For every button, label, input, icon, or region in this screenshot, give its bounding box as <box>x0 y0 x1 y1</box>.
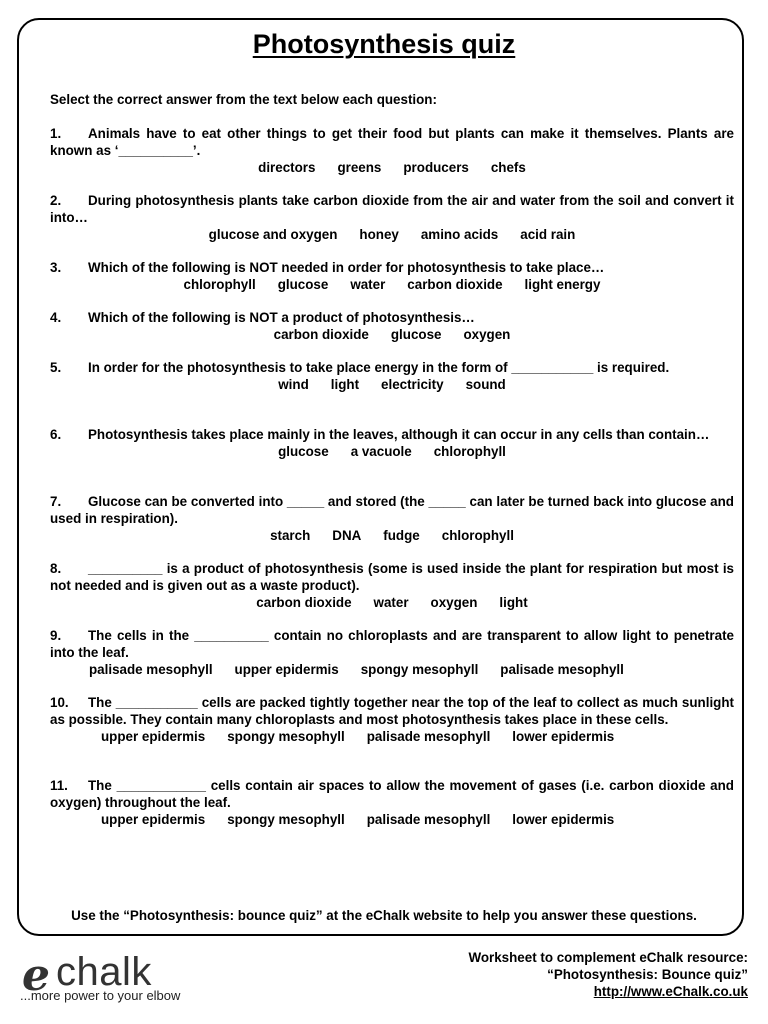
question-8 <box>50 560 734 611</box>
answer-option: glucose and oxygen <box>208 227 338 242</box>
answer-options <box>50 376 734 393</box>
answer-option: oxygen <box>463 327 511 342</box>
answer-option: electricity <box>381 377 444 392</box>
question-text <box>50 359 734 376</box>
answer-options <box>50 443 734 460</box>
question-11 <box>50 777 734 828</box>
answer-options <box>50 728 734 745</box>
question-number: 3. <box>50 260 62 275</box>
answer-option: upper epidermis <box>234 662 339 677</box>
question-stem: Which of the following is NOT needed in order for photosynthesis to take place… <box>88 260 605 275</box>
answer-option: spongy mesophyll <box>360 662 479 677</box>
question-number: 9. <box>50 628 62 643</box>
answer-option: glucose <box>277 277 329 292</box>
answer-option: light <box>499 595 528 610</box>
question-stem: Photosynthesis takes place mainly in the leaves, although it can occur in any cells than contain… <box>88 427 710 442</box>
question-text <box>50 259 734 276</box>
answer-option: DNA <box>332 528 362 543</box>
answer-option: water <box>373 595 409 610</box>
logo-tagline: ...more power to your elbow <box>20 988 181 1003</box>
question-text <box>50 493 734 527</box>
answer-option: honey <box>359 227 399 242</box>
answer-option: wind <box>278 377 309 392</box>
question-number: 8. <box>50 561 62 576</box>
answer-option: glucose <box>278 444 329 459</box>
answer-option: carbon dioxide <box>273 327 369 342</box>
instructions: Select the correct answer from the text below each question: <box>50 92 437 107</box>
answer-option: upper epidermis <box>101 729 206 744</box>
answer-option: greens <box>337 160 382 175</box>
credit-block <box>468 949 748 1000</box>
answer-options <box>50 226 734 243</box>
credit-line-1: Worksheet to complement eChalk resource: <box>468 950 748 965</box>
answer-option: lower epidermis <box>512 812 615 827</box>
question-stem: During photosynthesis plants take carbon dioxide from the air and water from the soil and convert it into… <box>50 193 734 225</box>
question-text <box>50 694 734 728</box>
page-title: Photosynthesis quiz <box>252 29 516 59</box>
question-stem: The ____________ cells contain air spaces to allow the movement of gases (i.e. carbon dioxide and oxygen) throughout the leaf. <box>50 778 734 810</box>
answer-option: starch <box>270 528 311 543</box>
question-stem: The ___________ cells are packed tightly together near the top of the leaf to collect as much sunlight as possible. They contain many chloroplasts and most photosynthesis takes place in these cells. <box>50 695 734 727</box>
answer-option: amino acids <box>420 227 499 242</box>
question-stem: Which of the following is NOT a product of photosynthesis… <box>88 310 475 325</box>
question-stem: Animals have to eat other things to get their food but plants can make it themselves. Plants are known as ‘__________’. <box>50 126 734 158</box>
answer-option: chlorophyll <box>433 444 506 459</box>
answer-option: spongy mesophyll <box>227 812 345 827</box>
question-number: 4. <box>50 310 62 325</box>
answer-options <box>50 661 734 678</box>
question-text <box>50 309 734 326</box>
answer-option: glucose <box>390 327 442 342</box>
question-10 <box>50 694 734 745</box>
answer-option: producers <box>403 160 469 175</box>
question-6 <box>50 426 734 460</box>
answer-options <box>50 276 734 293</box>
answer-option: chlorophyll <box>183 277 256 292</box>
question-stem: In order for the photosynthesis to take place energy in the form of ___________ is required. <box>88 360 670 375</box>
question-text <box>50 777 734 811</box>
answer-option: lower epidermis <box>512 729 615 744</box>
answer-option: a vacuole <box>350 444 412 459</box>
answer-options <box>50 527 734 544</box>
question-7 <box>50 493 734 544</box>
question-4 <box>50 309 734 343</box>
logo-e: e <box>22 950 50 1001</box>
answer-option: spongy mesophyll <box>227 729 345 744</box>
question-5 <box>50 359 734 393</box>
question-text <box>50 627 734 661</box>
question-number: 1. <box>50 126 62 141</box>
echalk-link[interactable]: http://www.eChalk.co.uk <box>593 984 748 999</box>
question-text <box>50 192 734 226</box>
answer-option: palisade mesophyll <box>366 729 491 744</box>
question-stem: The cells in the __________ contain no chloroplasts and are transparent to allow light to penetrate into the leaf. <box>50 628 734 660</box>
question-number: 6. <box>50 427 62 442</box>
question-number: 10. <box>50 695 69 710</box>
answer-option: light energy <box>524 277 601 292</box>
answer-option: oxygen <box>430 595 478 610</box>
answer-option: carbon dioxide <box>407 277 503 292</box>
question-text <box>50 426 734 443</box>
credit-line-2: “Photosynthesis: Bounce quiz” <box>547 967 748 982</box>
answer-option: fudge <box>383 528 420 543</box>
answer-option: directors <box>258 160 316 175</box>
answer-option: sound <box>465 377 506 392</box>
answer-option: chefs <box>490 160 526 175</box>
answer-options <box>50 326 734 343</box>
footer-note: Use the “Photosynthesis: bounce quiz” at the eChalk website to help you answer these questions. <box>71 908 697 923</box>
answer-option: light <box>330 377 360 392</box>
answer-options <box>50 594 734 611</box>
question-2 <box>50 192 734 243</box>
answer-option: palisade mesophyll <box>500 662 624 677</box>
question-1 <box>50 125 734 176</box>
answer-option: chlorophyll <box>441 528 514 543</box>
question-stem: __________ is a product of photosynthesis (some is used inside the plant for respiration but most is not needed and is given out as a waste product). <box>50 561 734 593</box>
question-number: 11. <box>50 778 68 793</box>
question-number: 5. <box>50 360 62 375</box>
echalk-logo <box>20 950 200 1010</box>
question-9 <box>50 627 734 678</box>
question-text <box>50 560 734 594</box>
question-3 <box>50 259 734 293</box>
answer-options <box>50 811 734 828</box>
question-stem: Glucose can be converted into _____ and stored (the _____ can later be turned back into glucose and used in respiration). <box>50 494 734 526</box>
answer-option: acid rain <box>520 227 576 242</box>
answer-option: upper epidermis <box>101 812 206 827</box>
answer-option: palisade mesophyll <box>89 662 213 677</box>
answer-option: water <box>350 277 386 292</box>
answer-option: palisade mesophyll <box>366 812 491 827</box>
answer-option: carbon dioxide <box>256 595 352 610</box>
question-text <box>50 125 734 159</box>
answer-options <box>50 159 734 176</box>
question-number: 2. <box>50 193 62 208</box>
question-number: 7. <box>50 494 62 509</box>
logo-chalk: chalk <box>56 950 152 994</box>
